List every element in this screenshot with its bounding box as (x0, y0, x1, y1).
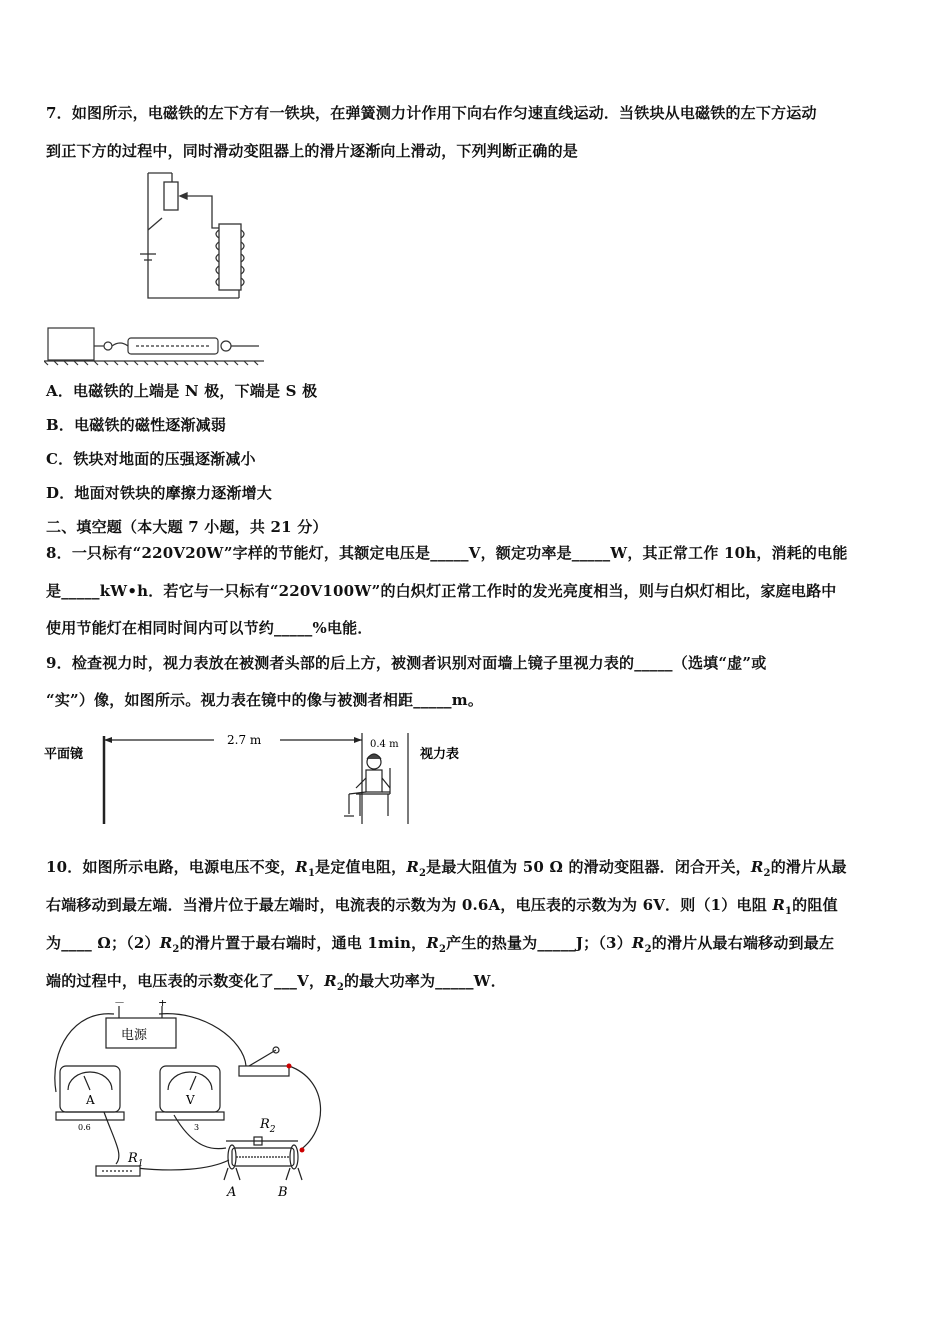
ammeter-scale: 0.6 (78, 1123, 91, 1132)
q9-figure-eye-test (44, 728, 484, 832)
q7-option-c: C．铁块对地面的压强逐渐减小 (46, 450, 256, 468)
q10-line-2: 右端移动到最左端．当滑片位于最左端时，电流表的示数为为 0.6A，电压表的示数为为 6V．则（1）电阻 $R_1$的阻值 (46, 896, 838, 917)
voltmeter-label: V (186, 1093, 195, 1107)
chart-label: 视力表 (420, 747, 460, 762)
q10-line-3: 为____ Ω；$(2)R_2$的滑片置于最右端时，通电 1min，$R_2$产生的热量为_____J；$(3)R_2$的滑片从最右端移动到最左 (46, 934, 835, 955)
plus-sign: + (158, 1000, 168, 1009)
q7-option-d: D．地面对铁块的摩擦力逐渐增大 (46, 484, 273, 502)
q7-line-2: 到正下方的过程中，同时滑动变阻器上的滑片逐渐向上滑动，下列判断正确的是 (46, 142, 579, 160)
q8-line-1: 8．一只标有“220V20W”字样的节能灯，其额定电压是_____V，额定功率是_____W，其正常工作 10h，消耗的电能 (46, 544, 848, 562)
distance-main-label: 2.7 m (227, 733, 262, 747)
q7-figure-electromagnet (44, 168, 274, 372)
q9-line-2: “实”）像，如图所示。视力表在镜中的像与被测者相距_____m。 (46, 691, 484, 709)
q7-option-a: A．电磁铁的上端是 N 极，下端是 S 极 (46, 382, 318, 400)
r2-label: $R_2$ (260, 1117, 276, 1135)
q10-line-4: 端的过程中，电压表的示数变化了___V，$R_2$的最大功率为_____W． (46, 972, 506, 993)
power-source-label: 电源 (121, 1028, 148, 1043)
q8-line-2: 是_____kW•h．若它与一只标有“220V100W”的白炽灯正常工作时的发光亮度相当，则与白炽灯相比，家庭电路中 (46, 582, 837, 600)
q8-line-3: 使用节能灯在相同时间内可以节约_____%电能． (46, 619, 373, 637)
q7-option-b: B．电磁铁的磁性逐渐减弱 (46, 416, 227, 434)
q7-line-1: 7．如图所示，电磁铁的左下方有一铁块，在弹簧测力计作用下向右作匀速直线运动．当铁块从电磁铁的左下方运动 (46, 104, 817, 122)
ammeter-label: A (86, 1093, 95, 1107)
q10-line-1: 10．如图所示电路，电源电压不变，$R_1$是定值电阻，$R_2$是最大阻值为 50 Ω 的滑动变阻器．闭合开关，$R_2$的滑片从最 (46, 858, 847, 879)
terminal-b-label: B (278, 1185, 288, 1200)
mirror-label: 平面镜 (44, 747, 84, 762)
seated-person-icon (344, 754, 390, 816)
section-heading: 二、填空题（本大题 7 小题，共 21 分） (46, 518, 328, 536)
terminal-a-label: A (227, 1185, 237, 1200)
q9-line-1: 9．检查视力时，视力表放在被测者头部的后上方，被测者识别对面墙上镜子里视力表的_____（选填“虚”或 (46, 654, 767, 672)
minus-sign: － (114, 1000, 125, 1009)
q10-figure-circuit (44, 1000, 344, 1209)
distance-small-label: 0.4 m (370, 739, 399, 750)
r1-label: $R_1$ (128, 1151, 144, 1169)
voltmeter-scale: 3 (194, 1123, 200, 1132)
